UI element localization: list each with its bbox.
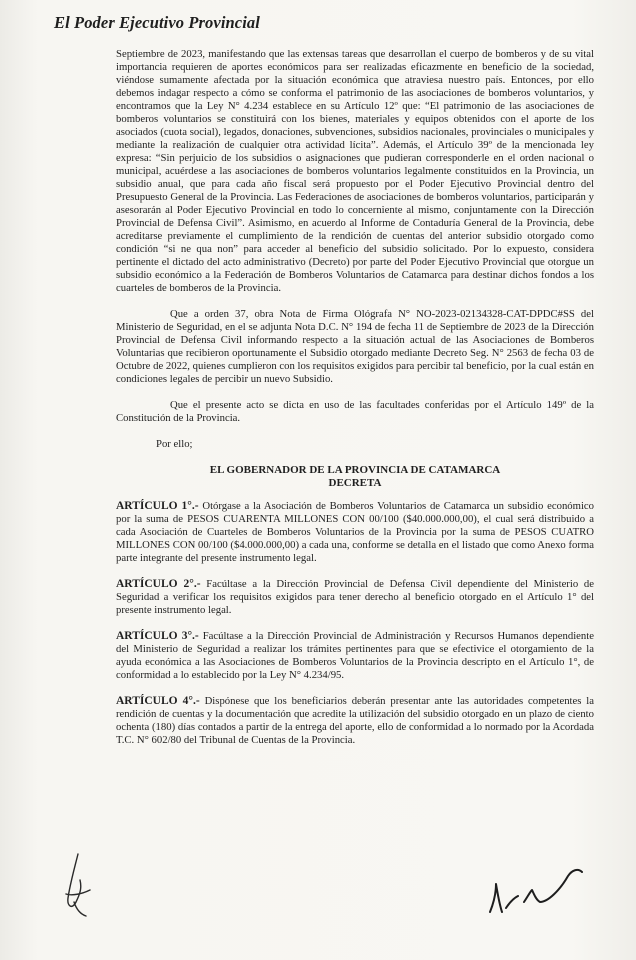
article-2: [116, 578, 594, 617]
document-body: [116, 48, 594, 760]
governor-heading: EL GOBERNADOR DE LA PROVINCIA DE CATAMARCA: [209, 464, 501, 476]
article-3-text: Facúltase a la Dirección Provincial de Administración y Recursos Humanos dependiente del Ministerio de Seguridad a realizar los trámites pertinentes para que se efectivice el otorgamiento de la ayuda económica a las Asociaciones de Bomberos Voluntarios de la Provincia descripto en el Artículo 1°, de conformidad a lo establecido por la Ley N° 4.234/95.: [116, 630, 594, 681]
header-title: El Poder Ejecutivo Provincial: [54, 13, 260, 32]
decreta-heading: DECRETA: [328, 477, 382, 489]
article-3-label: ARTÍCULO 3°.-: [116, 630, 199, 642]
handwritten-signature-left: [58, 850, 98, 920]
article-4: [116, 695, 594, 747]
handwritten-signature-right: [484, 862, 594, 918]
paragraph-considerando-3: Que el presente acto se dicta en uso de las facultades conferidas por el Artículo 149º de la Constitución de la Provincia.: [116, 399, 594, 424]
article-3: [116, 630, 594, 682]
article-2-label: ARTÍCULO 2°.-: [116, 578, 201, 590]
paragraph-considerando-1: Septiembre de 2023, manifestando que las extensas tareas que desarrollan el cuerpo de bomberos y de su vital importancia requieren de aportes económicos para ser realizadas eficazmente en beneficio de la sociedad, viéndose sumamente afectada por la situación económica que atraviesa nuestro país. Entonces, por ello debemos indagar respecto a cómo se conforma el patrimonio de las asociaciones de bomberos voluntarios, y encontramos que la Ley N° 4.234 establece en su Artículo 12º que: “El patrimonio de las asociaciones de bomberos voluntarios se constituirá con los bienes, materiales y equipos obtenidos con el aporte de los asociados (cuota social), legados, donaciones, subvenciones, subsidios nacionales, provinciales o municipales y mediante la realización de cualquier otra actividad lícita”. Además, el Artículo 39º de la mencionada ley expresa: “Sin perjuicio de los subsidios o asignaciones que pudieran corresponderle en el orden nacional o municipal, acuérdese a las asociaciones de bomberos voluntarios legalmente constituidos en la Provincia, un subsidio anual, que para cada año fiscal será propuesto por el Poder Ejecutivo Provincial dentro del Presupuesto General de la Provincia. Las Federaciones de asociaciones de bomberos voluntarios, participarán y asesorarán al Poder Ejecutivo Provincial en todo lo concerniente al mismo, conjuntamente con la Dirección Provincial de Defensa Civil”. Asimismo, en acuerdo al Informe de Contaduría General de la Provincia, debe acreditarse previamente el cumplimiento de la rendición de cuentas del anterior subsidio otorgado como condición “si ne qua non” para acceder al beneficio del subsidio solicitado. Por lo expuesto, considera pertinente el dictado del acto administrativo (Decreto) por parte del Poder Ejecutivo Provincial que otorgue un subsidio económico a la Federación de Bomberos Voluntarios de Catamarca para destinar dichos fondos a los cuarteles de bomberos de la Provincia.: [116, 48, 594, 294]
article-4-label: ARTÍCULO 4°.-: [116, 695, 200, 707]
article-4-text: Dispónese que los beneficiarios deberán presentar ante las autoridades competentes la rendición de cuentas y la documentación que acredite la utilización del subsidio otorgado en un plazo de ciento ochenta (180) días contados a partir de la entrega del aporte, ello de conformidad a lo normado por la Acordada T.C. N° 602/80 del Tribunal de Cuentas de la Provincia.: [116, 695, 594, 746]
article-2-text: Facúltase a la Dirección Provincial de Defensa Civil dependiente del Ministerio de Seguridad a verificar los requisitos exigidos para tener derecho al beneficio otorgado en el Artículo 1° del presente instrumento legal.: [116, 578, 594, 616]
article-1-text: Otórgase a la Asociación de Bomberos Voluntarios de Catamarca un subsidio económico por la suma de PESOS CUARENTA MILLONES CON 00/100 ($40.000.000,00), el cual será distribuido a cada Asociación de Cuarteles de Bomberos Voluntarios de la Provincia por la suma de PESOS CUATRO MILLONES CON 00/100 ($4.000.000,00) a cada una, conforme se detalla en el listado que como Anexo forma parte integrante del presente instrumento legal.: [116, 500, 594, 564]
paragraph-considerando-2: Que a orden 37, obra Nota de Firma Ológrafa N° NO-2023-02134328-CAT-DPDC#SS del Ministerio de Seguridad, en el se adjunta Nota D.C. N° 194 de fecha 11 de Septiembre de 2023 de la Dirección Provincial de Defensa Civil informando respecto a la situación actual de las Asociaciones de Bomberos Voluntarias que recibieron oportunamente el Subsidio otorgado mediante Decreto Seg. N° 2563 de fecha 03 de Octubre de 2022, quienes cumplieron con los requisitos exigidos para percibir tal beneficio, por la cual están en condiciones legales de percibir un nuevo Subsidio.: [116, 308, 594, 385]
decree-heading: [116, 464, 594, 490]
article-1-label: ARTÍCULO 1°.-: [116, 500, 199, 512]
article-1: [116, 500, 594, 565]
paragraph-por-ello: Por ello;: [156, 438, 193, 450]
